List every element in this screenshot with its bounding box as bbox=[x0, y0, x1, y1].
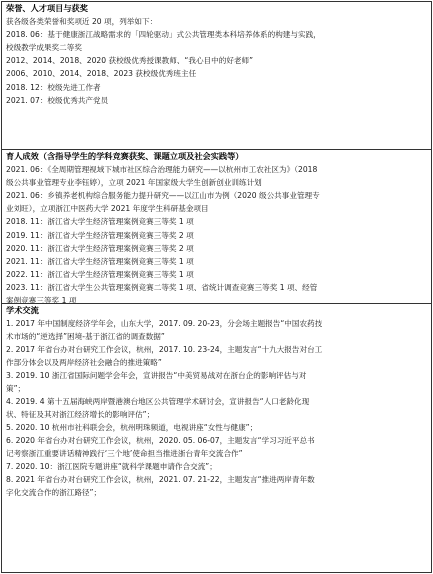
education-line: 2021. 06：《全周期管理视域下城市社区综合治理能力研究——以杭州市工农社区为》（2018 bbox=[6, 165, 318, 175]
honors-line: 2021. 07：校级优秀共产党员 bbox=[6, 95, 109, 105]
academic-section bbox=[2, 303, 431, 573]
education-line: 级公共事业管理专业李钰婷），立项 2021 年国家级大学生创新创业训练计划 bbox=[6, 178, 262, 188]
honors-section bbox=[2, 2, 431, 149]
academic-line: 6. 2020 年省台办对台研究工作会议，杭州，2020. 05. 06-07，主题发言“学习习近平总书 bbox=[6, 436, 315, 445]
honors-heading: 荣誉、人才项目与获奖 bbox=[6, 3, 88, 13]
honors-line: 2018. 06：基于健康浙江战略需求的「四轮驱动」式公共管理类本科培养体系的构建与实践， bbox=[6, 30, 321, 40]
education-line: 2018. 11：浙江省大学生经济管理案例竞赛三等奖 1 项 bbox=[6, 217, 194, 227]
education-line: 案例竞赛三等奖 1 项 bbox=[6, 296, 77, 306]
education-heading: 育人成效（含指导学生的学科竞赛获奖、课题立项及社会实践等） bbox=[6, 151, 244, 161]
academic-line: 2. 2017 年省台办对台研究工作会议，杭州，2017. 10. 23-24，主题发言“十九大报告对台工 bbox=[6, 345, 323, 354]
academic-line: 8. 2021 年省台办对台研究工作会议，杭州，2021. 07. 21-22，主题发言“推进两岸青年数 bbox=[6, 475, 315, 484]
academic-line: 7. 2020. 10：浙江医院专题讲座“就科学课题申请作合交流”； bbox=[6, 462, 217, 471]
education-line: 2020. 11：浙江省大学生经济管理案例竞赛三等奖 2 项 bbox=[6, 243, 194, 253]
education-line: 2021. 11：浙江省大学生经济管理案例竞赛三等奖 1 项 bbox=[6, 256, 194, 266]
honors-line: 2012、2014、2018、2020 获校级优秀授课教师、“我心目中的好老师” bbox=[6, 56, 254, 66]
academic-line: 状、特征及其对浙江经济增长的影响评估”； bbox=[6, 410, 155, 419]
academic-line: 5. 2020. 10 杭州市社科联会会，杭州明珠频道，电视讲座“女性与健康”； bbox=[6, 423, 258, 432]
academic-line: 术市场的“逆选择”困境-基于浙江省的调查数据” bbox=[6, 332, 165, 341]
academic-heading: 学术交流 bbox=[6, 305, 39, 315]
academic-line: 作部分体会以及两岸经济社会融合的推进策略” bbox=[6, 358, 162, 367]
academic-line: 3. 2019. 10 浙江省国际问题学会年会，宣讲报告“中美贸易战对在浙台企的影响评估与对 bbox=[6, 371, 307, 380]
education-line: 2022. 11：浙江省大学生经济管理案例竞赛三等奖 1 项 bbox=[6, 269, 194, 279]
academic-line: 4. 2019. 4 第十五届海峡两岸暨港澳台地区公共管理学术研讨会，宣讲报告“人口老龄化现 bbox=[6, 397, 310, 406]
education-line: 2023. 11：浙江省大学生公共管理案例竞赛二等奖 1 项、省统计调查竞赛三等奖 1 项、经管 bbox=[6, 282, 318, 292]
education-line: 业刘旺），立项浙江中医药大学 2021 年度学生科研基金项目 bbox=[6, 204, 209, 214]
education-line: 2019. 11：浙江省大学生经济管理案例竞赛三等奖 2 项 bbox=[6, 230, 194, 240]
academic-line: 1. 2017 年中国制度经济学年会，山东大学，2017. 09. 20-23，分会场主题报告“中国农药技 bbox=[6, 319, 323, 328]
honors-line: 2018. 12：校级先进工作者 bbox=[6, 82, 101, 92]
academic-line: 策”； bbox=[6, 384, 26, 393]
education-line: 2021. 06：乡镇养老机构综合服务能力提升研究——以江山市为例（2020 级公共事业管理专 bbox=[6, 191, 320, 201]
document-table bbox=[1, 1, 432, 573]
academic-line: 记考察浙江重要讲话精神践行‘三个地’使命担当推进浙台青年交流合作” bbox=[6, 449, 243, 458]
honors-line: 校级教学成果奖二等奖 bbox=[6, 43, 82, 53]
academic-line: 字化交流合作的浙江路径”； bbox=[6, 488, 102, 497]
education-section bbox=[2, 149, 431, 304]
honors-line: 2006、2010、2014、2018、2023 获校级优秀班主任 bbox=[6, 69, 197, 79]
honors-line: 获各级各类荣誉和奖项近 20 项，列举如下： bbox=[6, 17, 158, 27]
